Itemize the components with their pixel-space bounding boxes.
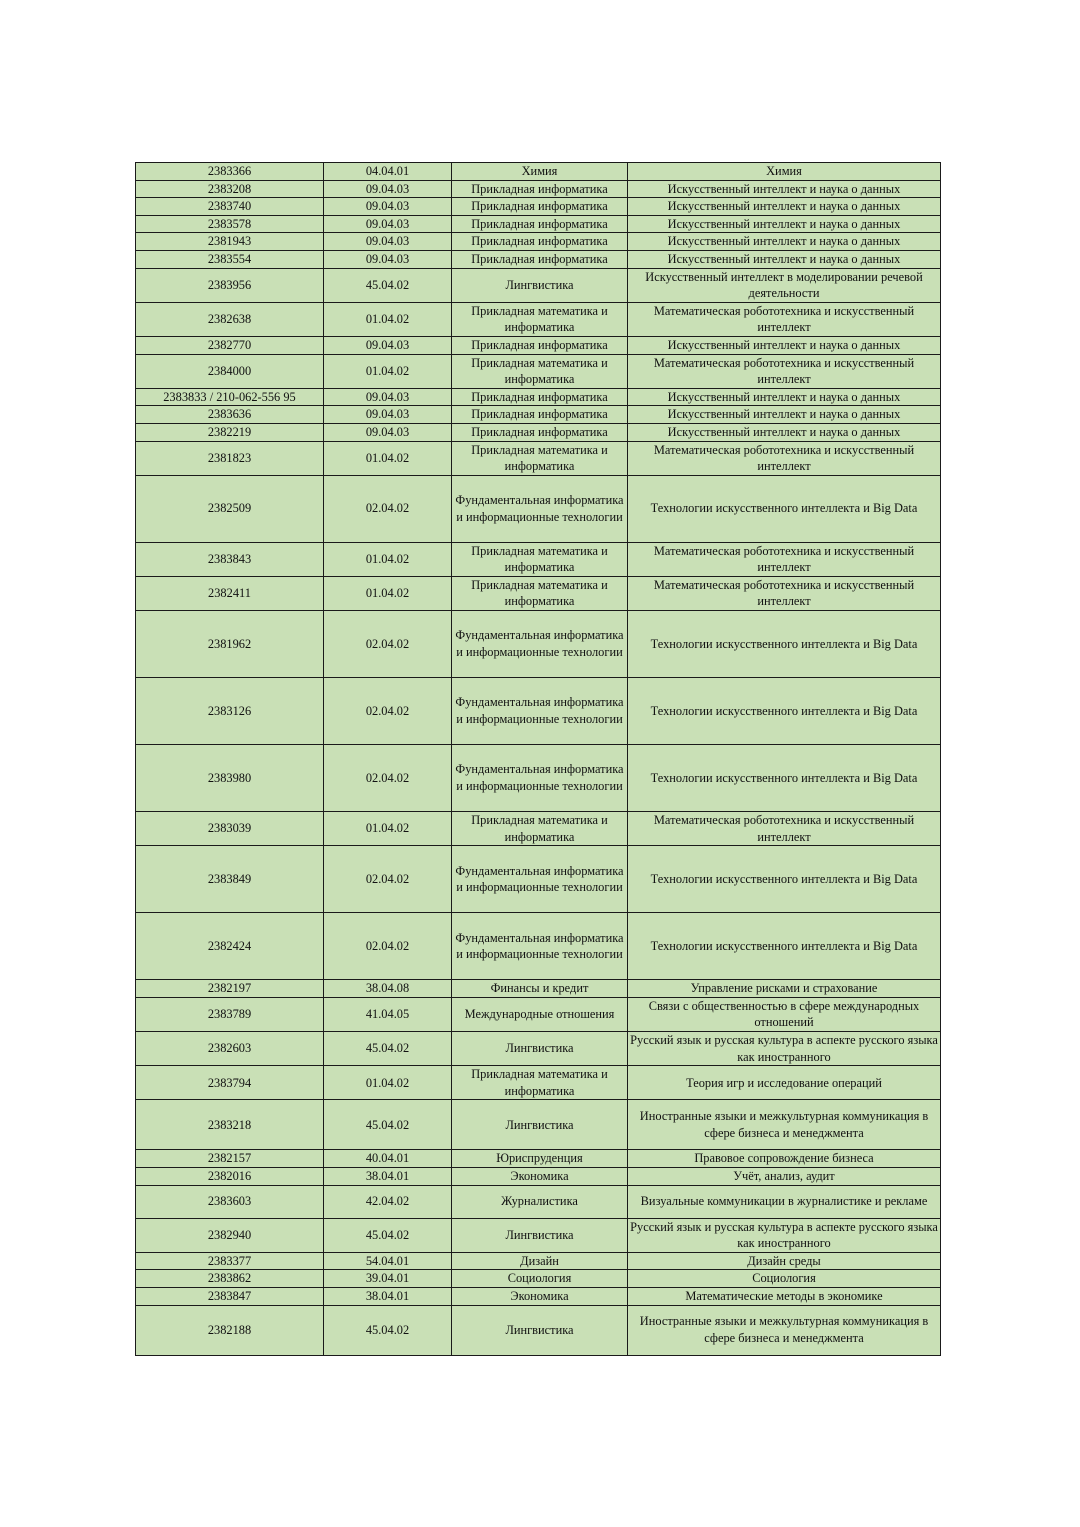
direction-cell: Дизайн — [452, 1252, 628, 1270]
direction-cell: Лингвистика — [452, 1305, 628, 1355]
direction-cell: Прикладная информатика — [452, 233, 628, 251]
direction-cell: Международные отношения — [452, 997, 628, 1031]
direction-cell: Прикладная информатика — [452, 215, 628, 233]
program-code-cell: 38.04.01 — [324, 1168, 452, 1186]
program-name-cell: Искусственный интеллект и наука о данных — [628, 423, 941, 441]
applicant-id-cell: 2383843 — [136, 542, 324, 576]
program-name-cell: Математическая робототехника и искусственный интеллект — [628, 576, 941, 610]
program-code-cell: 04.04.01 — [324, 163, 452, 181]
applicant-id-cell: 2381962 — [136, 611, 324, 678]
program-code-cell: 40.04.01 — [324, 1150, 452, 1168]
program-name-cell: Технологии искусственного интеллекта и Big Data — [628, 846, 941, 913]
table-row — [136, 388, 941, 406]
program-name-cell: Искусственный интеллект и наука о данных — [628, 336, 941, 354]
direction-cell: Лингвистика — [452, 1100, 628, 1150]
direction-cell: Журналистика — [452, 1185, 628, 1218]
direction-cell: Лингвистика — [452, 1218, 628, 1252]
program-name-cell: Дизайн среды — [628, 1252, 941, 1270]
table-body — [136, 163, 941, 1356]
program-name-cell: Математическая робототехника и искусственный интеллект — [628, 542, 941, 576]
applicant-id-cell: 2382638 — [136, 302, 324, 336]
applicant-id-cell: 2382411 — [136, 576, 324, 610]
applicant-id-cell: 2383847 — [136, 1287, 324, 1305]
direction-cell: Экономика — [452, 1287, 628, 1305]
table-row — [136, 812, 941, 846]
program-code-cell: 02.04.02 — [324, 611, 452, 678]
program-name-cell: Искусственный интеллект в моделировании речевой деятельности — [628, 268, 941, 302]
direction-cell: Прикладная математика и информатика — [452, 1066, 628, 1100]
program-name-cell: Учёт, анализ, аудит — [628, 1168, 941, 1186]
program-name-cell: Управление рисками и страхование — [628, 980, 941, 998]
program-code-cell: 09.04.03 — [324, 336, 452, 354]
table-row — [136, 163, 941, 181]
direction-cell: Экономика — [452, 1168, 628, 1186]
program-name-cell: Правовое сопровождение бизнеса — [628, 1150, 941, 1168]
applicant-id-cell: 2382940 — [136, 1218, 324, 1252]
direction-cell: Фундаментальная информатика и информационные технологии — [452, 475, 628, 542]
program-code-cell: 09.04.03 — [324, 423, 452, 441]
program-name-cell: Социология — [628, 1270, 941, 1288]
applicant-id-cell: 2382424 — [136, 913, 324, 980]
program-code-cell: 09.04.03 — [324, 406, 452, 424]
direction-cell: Финансы и кредит — [452, 980, 628, 998]
program-code-cell: 01.04.02 — [324, 542, 452, 576]
program-name-cell: Искусственный интеллект и наука о данных — [628, 215, 941, 233]
program-code-cell: 09.04.03 — [324, 215, 452, 233]
direction-cell: Лингвистика — [452, 1032, 628, 1066]
applicant-id-cell: 2383366 — [136, 163, 324, 181]
program-code-cell: 01.04.02 — [324, 302, 452, 336]
program-code-cell: 38.04.08 — [324, 980, 452, 998]
direction-cell: Прикладная информатика — [452, 198, 628, 216]
direction-cell: Прикладная информатика — [452, 388, 628, 406]
direction-cell: Юриспруденция — [452, 1150, 628, 1168]
program-name-cell: Химия — [628, 163, 941, 181]
program-code-cell: 45.04.02 — [324, 268, 452, 302]
table-row — [136, 846, 941, 913]
applicant-id-cell: 2383603 — [136, 1185, 324, 1218]
table-row — [136, 180, 941, 198]
program-code-cell: 09.04.03 — [324, 198, 452, 216]
direction-cell: Прикладная информатика — [452, 250, 628, 268]
program-name-cell: Математические методы в экономике — [628, 1287, 941, 1305]
program-name-cell: Искусственный интеллект и наука о данных — [628, 180, 941, 198]
table-row — [136, 233, 941, 251]
program-name-cell: Математическая робототехника и искусственный интеллект — [628, 354, 941, 388]
table-row — [136, 1032, 941, 1066]
table-row — [136, 745, 941, 812]
applicant-id-cell: 2383218 — [136, 1100, 324, 1150]
program-code-cell: 02.04.02 — [324, 846, 452, 913]
direction-cell: Прикладная информатика — [452, 336, 628, 354]
direction-cell: Прикладная математика и информатика — [452, 812, 628, 846]
applicant-id-cell: 2382219 — [136, 423, 324, 441]
program-name-cell: Технологии искусственного интеллекта и Big Data — [628, 913, 941, 980]
applicant-id-cell: 2382770 — [136, 336, 324, 354]
table-row — [136, 576, 941, 610]
program-code-cell: 45.04.02 — [324, 1218, 452, 1252]
table-row — [136, 1066, 941, 1100]
program-code-cell: 02.04.02 — [324, 475, 452, 542]
applicant-id-cell: 2383862 — [136, 1270, 324, 1288]
direction-cell: Прикладная математика и информатика — [452, 302, 628, 336]
table-row — [136, 1150, 941, 1168]
program-name-cell: Теория игр и исследование операций — [628, 1066, 941, 1100]
table-row — [136, 1287, 941, 1305]
program-code-cell: 41.04.05 — [324, 997, 452, 1031]
program-name-cell: Русский язык и русская культура в аспекте русского языка как иностранного — [628, 1218, 941, 1252]
table-row — [136, 542, 941, 576]
program-name-cell: Математическая робототехника и искусственный интеллект — [628, 441, 941, 475]
table-row — [136, 913, 941, 980]
program-code-cell: 09.04.03 — [324, 180, 452, 198]
applicant-id-cell: 2382603 — [136, 1032, 324, 1066]
program-code-cell: 45.04.02 — [324, 1305, 452, 1355]
program-code-cell: 02.04.02 — [324, 913, 452, 980]
table-row — [136, 1218, 941, 1252]
program-name-cell: Визуальные коммуникации в журналистике и рекламе — [628, 1185, 941, 1218]
program-code-cell: 09.04.03 — [324, 388, 452, 406]
applicant-id-cell: 2383740 — [136, 198, 324, 216]
direction-cell: Прикладная математика и информатика — [452, 441, 628, 475]
table-row — [136, 250, 941, 268]
applicant-id-cell: 2383833 / 210-062-556 95 — [136, 388, 324, 406]
program-name-cell: Математическая робототехника и искусственный интеллект — [628, 302, 941, 336]
program-code-cell: 42.04.02 — [324, 1185, 452, 1218]
program-name-cell: Русский язык и русская культура в аспекте русского языка как иностранного — [628, 1032, 941, 1066]
program-name-cell: Технологии искусственного интеллекта и Big Data — [628, 611, 941, 678]
program-code-cell: 45.04.02 — [324, 1100, 452, 1150]
program-name-cell: Искусственный интеллект и наука о данных — [628, 250, 941, 268]
program-code-cell: 09.04.03 — [324, 250, 452, 268]
table-row — [136, 1185, 941, 1218]
program-code-cell: 45.04.02 — [324, 1032, 452, 1066]
direction-cell: Прикладная математика и информатика — [452, 576, 628, 610]
program-name-cell: Математическая робототехника и искусственный интеллект — [628, 812, 941, 846]
direction-cell: Прикладная математика и информатика — [452, 354, 628, 388]
applicant-id-cell: 2382016 — [136, 1168, 324, 1186]
table-row — [136, 302, 941, 336]
table-row — [136, 611, 941, 678]
applicant-id-cell: 2382157 — [136, 1150, 324, 1168]
program-name-cell: Технологии искусственного интеллекта и Big Data — [628, 745, 941, 812]
applicant-id-cell: 2383980 — [136, 745, 324, 812]
table-row — [136, 475, 941, 542]
table-row — [136, 1100, 941, 1150]
applicant-id-cell: 2382509 — [136, 475, 324, 542]
program-code-cell: 01.04.02 — [324, 441, 452, 475]
table-row — [136, 1270, 941, 1288]
direction-cell: Фундаментальная информатика и информационные технологии — [452, 745, 628, 812]
applicant-id-cell: 2383554 — [136, 250, 324, 268]
table-row — [136, 678, 941, 745]
program-code-cell: 38.04.01 — [324, 1287, 452, 1305]
applicant-id-cell: 2383578 — [136, 215, 324, 233]
program-code-cell: 02.04.02 — [324, 678, 452, 745]
program-code-cell: 01.04.02 — [324, 576, 452, 610]
applicant-id-cell: 2383039 — [136, 812, 324, 846]
program-name-cell: Искусственный интеллект и наука о данных — [628, 406, 941, 424]
program-name-cell: Технологии искусственного интеллекта и Big Data — [628, 678, 941, 745]
applicant-id-cell: 2384000 — [136, 354, 324, 388]
applicant-id-cell: 2383126 — [136, 678, 324, 745]
table-row — [136, 423, 941, 441]
program-code-cell: 01.04.02 — [324, 1066, 452, 1100]
applicant-id-cell: 2383794 — [136, 1066, 324, 1100]
applicant-id-cell: 2383849 — [136, 846, 324, 913]
direction-cell: Лингвистика — [452, 268, 628, 302]
direction-cell: Прикладная информатика — [452, 423, 628, 441]
program-code-cell: 01.04.02 — [324, 354, 452, 388]
applicant-id-cell: 2381943 — [136, 233, 324, 251]
direction-cell: Прикладная математика и информатика — [452, 542, 628, 576]
direction-cell: Химия — [452, 163, 628, 181]
applicant-id-cell: 2383208 — [136, 180, 324, 198]
applicant-id-cell: 2383956 — [136, 268, 324, 302]
applicants-table — [135, 162, 941, 1356]
program-name-cell: Технологии искусственного интеллекта и Big Data — [628, 475, 941, 542]
direction-cell: Прикладная информатика — [452, 180, 628, 198]
direction-cell: Социология — [452, 1270, 628, 1288]
applicant-id-cell: 2382197 — [136, 980, 324, 998]
program-code-cell: 54.04.01 — [324, 1252, 452, 1270]
table-row — [136, 336, 941, 354]
applicant-id-cell: 2382188 — [136, 1305, 324, 1355]
program-code-cell: 02.04.02 — [324, 745, 452, 812]
direction-cell: Фундаментальная информатика и информационные технологии — [452, 611, 628, 678]
direction-cell: Фундаментальная информатика и информационные технологии — [452, 913, 628, 980]
program-name-cell: Иностранные языки и межкультурная коммуникация в сфере бизнеса и менеджмента — [628, 1305, 941, 1355]
table-row — [136, 198, 941, 216]
program-code-cell: 01.04.02 — [324, 812, 452, 846]
program-name-cell: Искусственный интеллект и наука о данных — [628, 233, 941, 251]
table-row — [136, 268, 941, 302]
program-name-cell: Связи с общественностью в сфере международных отношений — [628, 997, 941, 1031]
program-name-cell: Искусственный интеллект и наука о данных — [628, 198, 941, 216]
direction-cell: Фундаментальная информатика и информационные технологии — [452, 678, 628, 745]
applicant-id-cell: 2383377 — [136, 1252, 324, 1270]
direction-cell: Прикладная информатика — [452, 406, 628, 424]
applicant-id-cell: 2383636 — [136, 406, 324, 424]
table-row — [136, 1305, 941, 1355]
program-name-cell: Иностранные языки и межкультурная коммуникация в сфере бизнеса и менеджмента — [628, 1100, 941, 1150]
program-name-cell: Искусственный интеллект и наука о данных — [628, 388, 941, 406]
table-row — [136, 215, 941, 233]
table-row — [136, 406, 941, 424]
program-code-cell: 39.04.01 — [324, 1270, 452, 1288]
table-row — [136, 997, 941, 1031]
table-row — [136, 441, 941, 475]
applicant-id-cell: 2383789 — [136, 997, 324, 1031]
program-code-cell: 09.04.03 — [324, 233, 452, 251]
table-row — [136, 354, 941, 388]
table-row — [136, 1252, 941, 1270]
applicant-id-cell: 2381823 — [136, 441, 324, 475]
table-row — [136, 1168, 941, 1186]
direction-cell: Фундаментальная информатика и информационные технологии — [452, 846, 628, 913]
table-row — [136, 980, 941, 998]
